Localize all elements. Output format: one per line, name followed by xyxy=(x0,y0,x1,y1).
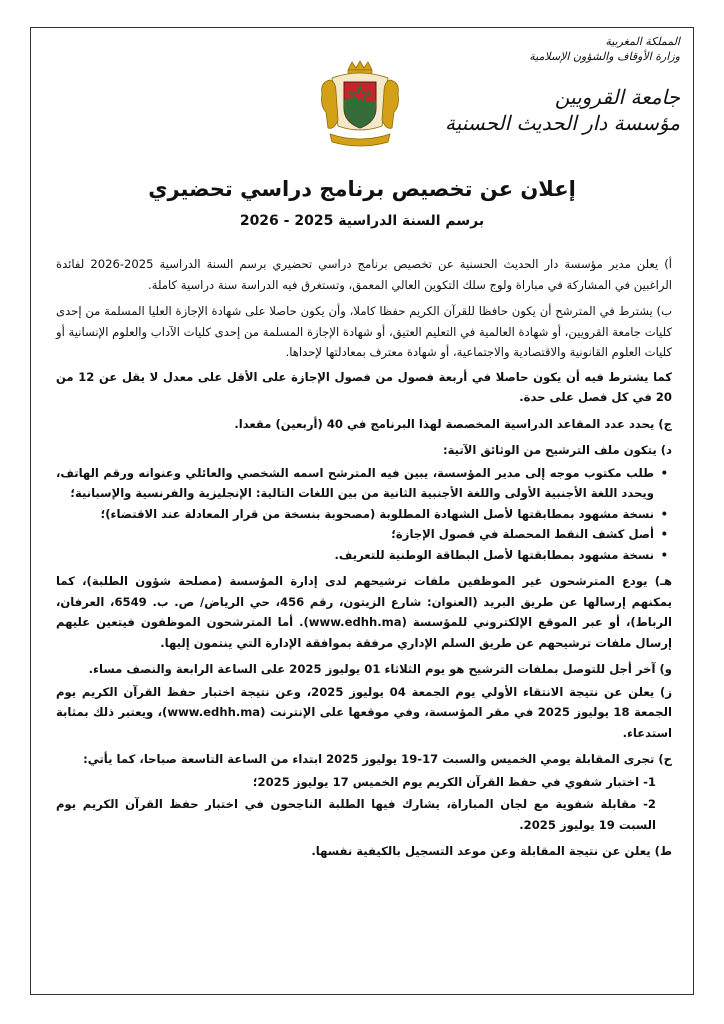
interview-step-2: 2- مقابلة شفوية مع لجان المباراة، يشارك فيها الطلبة الناجحون في اختبار حفظ القرآن الكريم يوم السبت 19 يوليوز 2025. xyxy=(56,797,656,832)
section-g: ز) يعلن عن نتيجة الانتقاء الأولي يوم الجمعة 04 يوليوز 2025، وعن نتيجة اختبار حفظ القرآن الكريم يوم الجمعة 18 يوليوز 2025 في مقر المؤسسة، وفي موقعها على الإنترنت (www.edhh.ma)، ويعتبر ذلك بمثابة استدعاء. xyxy=(56,684,673,740)
bullet-icon: • xyxy=(660,506,668,521)
section-d: د) يتكون ملف الترشيح من الوثائق الآتية: xyxy=(442,443,672,457)
section-e: هـ) يودع المترشحون غير الموظفين ملفات ترشيحهم لدى إدارة المؤسسة (مصلحة شؤون الطلبة)، كما يمكنهم إرسالها عن طريق البريد (العنوان: شارع الزيتون، رقم 456، حي الرياض/ ص. ب. 6549، العرفان، الرباط)، أو عبر الموقع الإلكتروني للمؤسسة (www.edhh.ma). أما المترشحون الموظفون فيتعين عليهم إرسال ملفات ترشيحهم عن طريق السلم الإداري مرفقة بموافقة الإدارة التي ينتمون إليها. xyxy=(56,574,673,650)
bullet-icon: • xyxy=(660,465,668,480)
bullet-icon: • xyxy=(660,527,668,541)
section-i: ط) يعلن عن نتيجة المقابلة وعن موعد التسجيل بالكيفية نفسها. xyxy=(311,844,672,858)
letterhead xyxy=(420,34,680,136)
required-documents-list xyxy=(56,463,672,566)
list-item: • نسخة مشهود بمطابقتها لأصل الشهادة المطلوبة (مصحوبة بنسخة من قرار المعادلة عند الاقتضاء)؛ xyxy=(56,504,654,525)
university-name: جامعة القرويين xyxy=(554,85,680,109)
list-item: • نسخة مشهود بمطابقتها لأصل البطاقة الوطنية للتعريف. xyxy=(56,545,654,566)
list-item: • طلب مكتوب موجه إلى مدير المؤسسة، يبين فيه المترشح اسمه الشخصي والعائلي وعنوانه ورقم الهاتف، ويحدد اللغة الأجنبية الأولى واللغة الأجنبية الثانية من بين اللغات التالية: الإنجليزية والفرنسية والإسبانية؛ xyxy=(56,463,654,504)
kingdom-name: المملكة المغربية xyxy=(605,35,680,48)
announcement-title: إعلان عن تخصيص برنامج دراسي تحضيري xyxy=(148,177,576,201)
announcement-body xyxy=(56,254,672,868)
institution-name: مؤسسة دار الحديث الحسنية xyxy=(444,111,680,135)
section-b-condition: كما يشترط فيه أن يكون حاصلا في أربعة فصول من فصول الإجازة على الأقل على معدل لا يقل عن 12 من 20 في كل فصل على حدة. xyxy=(56,369,673,404)
bullet-icon: • xyxy=(660,547,668,562)
section-c: ج) يحدد عدد المقاعد الدراسية المخصصة لهذا البرنامج في 40 (أربعين) مقعدا. xyxy=(234,416,672,431)
coat-of-arms-icon xyxy=(318,60,402,148)
section-h: ح) تجرى المقابلة يومي الخميس والسبت 17-19 يوليوز 2025 ابتداء من الساعة التاسعة صباحا، كما يأتي: xyxy=(83,752,672,766)
section-f: و) آخر أجل للتوصل بملفات الترشيح هو يوم الثلاثاء 01 يوليوز 2025 على الساعة الرابعة والنصف مساء. xyxy=(88,662,672,676)
section-b: ب) يشترط في المترشح أن يكون حافظا للقرآن الكريم حفظا كاملا، وأن يكون حاصلا على شهادة الإجازة العليا المسلمة من إحدى كليات جامعة القرويين، أو شهادة العالمية في التعليم العتيق، أو شهادة الإجازة المسلمة من إحدى كليات الآداب والعلوم الإنسانية أو كليات العلوم القانونية والاقتصادية والاجتماعية، أو شهادة معترف بمعادلتها لإحداها. xyxy=(56,304,672,359)
ministry-name: وزارة الأوقاف والشؤون الإسلامية xyxy=(529,50,680,63)
announcement-subtitle: برسم السنة الدراسية 2025 - 2026 xyxy=(239,213,485,229)
list-item: • أصل كشف النقط المحصلة في فصول الإجازة؛ xyxy=(56,524,654,545)
interview-step-1: 1- اختبار شفوي في حفظ القرآن الكريم يوم الخميس 17 يوليوز 2025؛ xyxy=(252,774,656,789)
section-a: أ) يعلن مدير مؤسسة دار الحديث الحسنية عن تخصيص برنامج دراسي تحضيري برسم السنة الدراسية 2025-2026 لفائدة الراغبين في المشاركة في مباراة ولوج سلك التكوين العالي المعمق، وتستغرق فيه الدراسة سنة دراسية كاملة. xyxy=(56,257,672,292)
